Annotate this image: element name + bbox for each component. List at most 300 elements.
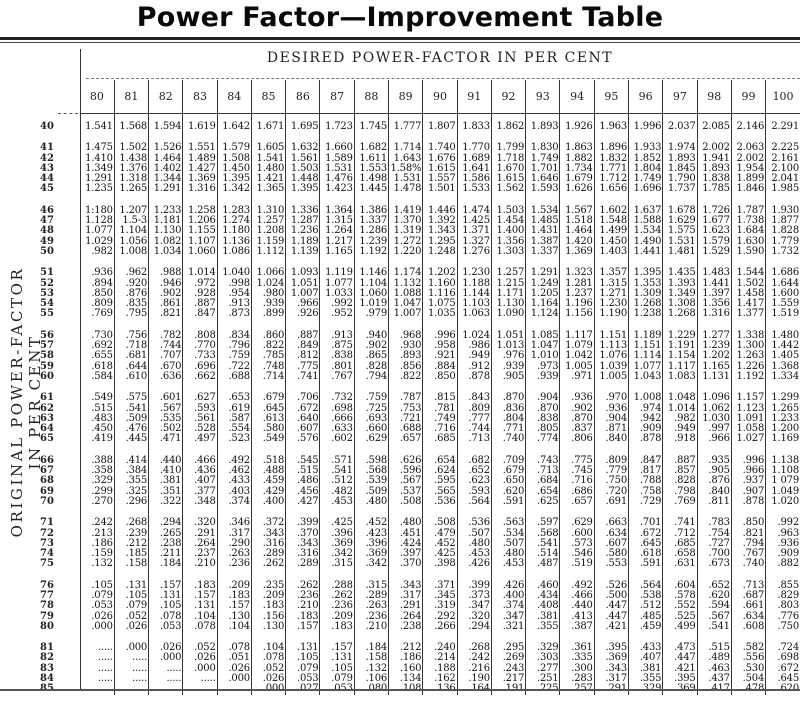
- table-cell: .698: [320, 404, 354, 414]
- table-cell: 1.180: [217, 226, 251, 236]
- table-cell: .500: [594, 591, 628, 601]
- table-cell: .672: [766, 664, 800, 674]
- table-cell: .342: [354, 559, 388, 569]
- table-cell: .688: [389, 424, 423, 434]
- table-cell: .662: [183, 372, 217, 382]
- table-cell: .445: [114, 434, 148, 444]
- table-cell: 1.605: [251, 143, 285, 153]
- table-cell: 1.503: [286, 164, 320, 174]
- table-cell: 1.830: [526, 143, 560, 153]
- table-cell: .078: [183, 622, 217, 632]
- column-header-95: 95: [594, 80, 628, 114]
- table-cell: 1.217: [320, 237, 354, 247]
- column-header-80: 80: [80, 80, 114, 114]
- table-cell: 1.005: [594, 372, 628, 382]
- table-cell: 1.107: [183, 237, 217, 247]
- table-cell: 1.088: [389, 289, 423, 299]
- table-cell: .052: [251, 664, 285, 674]
- table-cell: 1.526: [149, 143, 183, 153]
- table-cell: .186: [389, 653, 423, 663]
- table-cell: 1.233: [766, 414, 800, 424]
- table-cell: .701: [629, 518, 663, 528]
- table-cell: .712: [663, 529, 697, 539]
- table-cell: 1.337: [526, 247, 560, 257]
- table-cell: .456: [286, 487, 320, 497]
- table-cell: 1.136: [217, 237, 251, 247]
- table-cell: .459: [629, 622, 663, 632]
- table-cell: 1.632: [286, 143, 320, 153]
- table-cell: .370: [286, 529, 320, 539]
- table-row: [80, 518, 800, 528]
- table-cell: 1.013: [491, 341, 525, 351]
- table-cell: 1.475: [85, 142, 113, 154]
- table-cell: .926: [286, 309, 320, 319]
- table-cell: .079: [114, 601, 148, 611]
- table-cell: 1.726: [697, 206, 731, 216]
- table-cell: 1.051: [491, 331, 525, 341]
- table-cell: .578: [663, 591, 697, 601]
- table-cell: 1.239: [354, 237, 388, 247]
- table-cell: .966: [731, 466, 765, 476]
- table-cell: .942: [629, 414, 663, 424]
- table-cell: 1.395: [286, 184, 320, 194]
- table-cell: 1.047: [389, 299, 423, 309]
- table-cell: .546: [560, 549, 594, 559]
- table-cell: .212: [389, 643, 423, 653]
- table-cell: .440: [149, 456, 183, 466]
- table-cell: .803: [766, 601, 800, 611]
- table-cell: .552: [663, 601, 697, 611]
- table-cell: 1.862: [491, 122, 525, 132]
- table-cell: 1.169: [766, 434, 800, 444]
- table-cell: .593: [183, 404, 217, 414]
- table-cell: .966: [697, 434, 731, 444]
- table-cell: .369: [594, 653, 628, 663]
- table-cell: .541: [114, 404, 148, 414]
- table-cell: 1.421: [251, 174, 285, 184]
- table-cell: 2.085: [697, 122, 731, 132]
- table-cell: 2.002: [697, 143, 731, 153]
- table-cell: 1.804: [629, 164, 663, 174]
- table-cell: 1.701: [526, 164, 560, 174]
- table-cell: .870: [560, 414, 594, 424]
- table-cell: 1.832: [594, 154, 628, 164]
- table-cell: .480: [457, 539, 491, 549]
- table-cell: 1.295: [423, 237, 457, 247]
- table-cell: .236: [286, 591, 320, 601]
- table-cell: .829: [766, 591, 800, 601]
- table-cell: .268: [457, 643, 491, 653]
- table-cell: .212: [114, 539, 148, 549]
- table-cell: .236: [320, 601, 354, 611]
- table-cell: .865: [354, 351, 388, 361]
- table-cell: .342: [320, 549, 354, 559]
- table-row: [80, 497, 800, 507]
- table-cell: .466: [560, 591, 594, 601]
- table-cell: 1.423: [320, 184, 354, 194]
- table-cell: .183: [286, 612, 320, 622]
- table-cell: 1.553: [354, 164, 388, 174]
- table-cell: .316: [286, 549, 320, 559]
- table-cell: .132: [91, 558, 113, 570]
- table-cell: .679: [251, 393, 285, 403]
- table-cell: .988: [149, 268, 183, 278]
- table-cell: .798: [663, 487, 697, 497]
- table-cell: 1.498: [354, 174, 388, 184]
- table-cell: 1.458: [731, 289, 765, 299]
- table-cell: 1.083: [663, 372, 697, 382]
- table-cell: 1.248: [423, 247, 457, 257]
- original-pf-label-74: 74: [40, 548, 54, 560]
- table-cell: 1.996: [629, 122, 663, 132]
- table-cell: .939: [526, 372, 560, 382]
- table-cell: .597: [526, 518, 560, 528]
- table-cell: .321: [491, 622, 525, 632]
- table-cell: .190: [457, 674, 491, 684]
- table-cell: 1.258: [183, 206, 217, 216]
- table-cell: .682: [457, 456, 491, 466]
- title-rule-thick: [0, 37, 800, 40]
- table-cell: .971: [560, 372, 594, 382]
- table-cell: .396: [320, 529, 354, 539]
- table-cell: 1.676: [423, 154, 457, 164]
- table-cell: .781: [423, 404, 457, 414]
- table-cell: .838: [526, 414, 560, 424]
- table-cell: .523: [217, 434, 251, 444]
- table-cell: .211: [149, 549, 183, 559]
- table-cell: 1.933: [629, 143, 663, 153]
- table-cell: .744: [457, 424, 491, 434]
- table-cell: .870: [526, 404, 560, 414]
- table-cell: .843: [457, 393, 491, 403]
- table-cell: 1.896: [594, 143, 628, 153]
- table-cell: .410: [149, 466, 183, 476]
- table-cell: .450: [91, 423, 113, 435]
- table-cell: .567: [697, 612, 731, 622]
- table-cell: .160: [389, 664, 423, 674]
- table-cell: .486: [286, 476, 320, 486]
- table-cell: 1.882: [560, 154, 594, 164]
- table-cell: .078: [149, 612, 183, 622]
- table-cell: .727: [697, 539, 731, 549]
- original-pf-label-82: 82: [40, 652, 54, 664]
- table-cell: 1.181: [149, 216, 183, 226]
- table-cell: .237: [183, 549, 217, 559]
- table-cell: 1.393: [663, 279, 697, 289]
- table-cell: 1.008: [114, 247, 148, 257]
- table-cell: .758: [629, 487, 663, 497]
- table-cell: .679: [491, 466, 525, 476]
- table-cell: .997: [697, 424, 731, 434]
- table-cell: 1.063: [457, 309, 491, 319]
- table-cell: .264: [389, 612, 423, 622]
- original-pf-label-80: 80: [40, 620, 54, 632]
- table-cell: .834: [217, 331, 251, 341]
- table-cell: .619: [217, 404, 251, 414]
- table-cell: 1.263: [731, 351, 765, 361]
- original-pf-label-45: 45: [40, 183, 54, 195]
- table-cell: .822: [251, 341, 285, 351]
- table-cell: 1.309: [629, 289, 663, 299]
- table-cell: .374: [217, 497, 251, 507]
- table-cell: 1.357: [594, 268, 628, 278]
- original-pf-label-52: 52: [40, 277, 54, 289]
- table-cell: .806: [560, 434, 594, 444]
- table-cell: 1.268: [629, 299, 663, 309]
- table-cell: .355: [629, 674, 663, 684]
- table-cell: 1.130: [149, 226, 183, 236]
- table-cell: 1.085: [526, 331, 560, 341]
- table-cell: .157: [286, 622, 320, 632]
- table-cell: 1.315: [594, 279, 628, 289]
- table-cell: 1.369: [560, 247, 594, 257]
- table-cell: .400: [251, 497, 285, 507]
- table-cell: 1.091: [731, 414, 765, 424]
- table-cell: .343: [594, 664, 628, 674]
- table-cell: .131: [149, 591, 183, 601]
- table-cell: .358: [91, 465, 113, 477]
- table-cell: .591: [629, 559, 663, 569]
- table-cell: 1.723: [320, 122, 354, 132]
- table-cell: .419: [91, 433, 113, 445]
- table-cell: .322: [149, 497, 183, 507]
- table-cell: 1.557: [423, 174, 457, 184]
- table-cell: .652: [457, 466, 491, 476]
- table-cell: .905: [697, 466, 731, 476]
- table-cell: .629: [354, 434, 388, 444]
- table-cell: 1.974: [663, 143, 697, 153]
- table-cell: 1.303: [491, 247, 525, 257]
- table-cell: 1.637: [629, 206, 663, 216]
- table-cell: .952: [320, 309, 354, 319]
- table-cell: 1.268: [663, 309, 697, 319]
- table-cell: 1.283: [217, 206, 251, 216]
- table-cell: .183: [320, 622, 354, 632]
- table-cell: .624: [423, 466, 457, 476]
- table-cell: .684: [526, 476, 560, 486]
- table-cell: 1.402: [149, 164, 183, 174]
- column-header-94: 94: [560, 80, 594, 114]
- table-cell: 1.079: [560, 341, 594, 351]
- table-cell: 1.034: [149, 247, 183, 257]
- table-cell: .539: [354, 476, 388, 486]
- table-cell: .....: [97, 652, 113, 664]
- original-pf-label-54: 54: [40, 298, 54, 310]
- table-cell: .795: [114, 309, 148, 319]
- table-cell: .535: [149, 414, 183, 424]
- table-cell: .949: [663, 424, 697, 434]
- table-cell: 2.037: [663, 122, 697, 132]
- table-cell: 1.257: [251, 216, 285, 226]
- table-cell: .718: [114, 341, 148, 351]
- table-cell: 1.192: [731, 372, 765, 382]
- original-pf-label-84: 84: [40, 673, 54, 685]
- table-cell: .618: [91, 360, 113, 372]
- table-cell: 1.369: [183, 174, 217, 184]
- table-cell: .756: [114, 331, 148, 341]
- table-cell: .809: [594, 456, 628, 466]
- table-cell: 1.165: [320, 247, 354, 257]
- table-cell: 1.265: [766, 404, 800, 414]
- table-cell: 1.007: [286, 289, 320, 299]
- table-cell: 1.165: [697, 362, 731, 372]
- original-pf-label-57: 57: [40, 340, 54, 352]
- table-cell: .847: [183, 309, 217, 319]
- table-cell: .104: [183, 612, 217, 622]
- table-cell: .549: [91, 392, 113, 404]
- table-cell: 1.376: [114, 164, 148, 174]
- table-cell: .451: [389, 529, 423, 539]
- table-cell: .936: [560, 393, 594, 403]
- table-cell: 1.233: [149, 206, 183, 216]
- table-cell: .262: [320, 591, 354, 601]
- table-cell: 1.206: [183, 216, 217, 226]
- table-cell: .713: [731, 581, 765, 591]
- table-cell: .381: [629, 664, 663, 674]
- table-cell: 1.344: [149, 174, 183, 184]
- table-cell: .939: [251, 299, 285, 309]
- table-cell: .673: [697, 559, 731, 569]
- table-cell: 1.356: [697, 299, 731, 309]
- table-cell: .573: [560, 539, 594, 549]
- table-cell: .904: [594, 414, 628, 424]
- table-cell: .796: [217, 341, 251, 351]
- table-cell: .263: [354, 601, 388, 611]
- table-row: [80, 372, 800, 382]
- table-cell: .634: [731, 612, 765, 622]
- table-cell: .....: [114, 674, 148, 684]
- table-cell: 1.286: [354, 226, 388, 236]
- table-cell: 1.623: [697, 226, 731, 236]
- table-cell: .242: [91, 517, 113, 529]
- table-cell: .580: [594, 549, 628, 559]
- table-cell: 1.236: [286, 226, 320, 236]
- table-cell: .812: [286, 351, 320, 361]
- table-cell: .414: [114, 456, 148, 466]
- table-cell: .713: [526, 466, 560, 476]
- table-cell: .598: [354, 456, 388, 466]
- table-cell: .300: [560, 664, 594, 674]
- table-cell: 2.161: [766, 154, 800, 164]
- table-cell: .538: [629, 591, 663, 601]
- table-cell: 1.020: [766, 497, 800, 507]
- table-cell: 1.852: [629, 154, 663, 164]
- table-cell: .657: [560, 497, 594, 507]
- table-cell: .794: [354, 372, 388, 382]
- table-cell: .968: [389, 331, 423, 341]
- original-pf-label-48: 48: [40, 225, 54, 237]
- table-cell: 1.132: [389, 279, 423, 289]
- table-cell: .374: [491, 601, 525, 611]
- table-cell: 1.371: [457, 226, 491, 236]
- table-cell: .724: [766, 643, 800, 653]
- table-cell: 1.310: [251, 206, 285, 216]
- table-cell: .000: [217, 674, 251, 684]
- table-cell: .902: [149, 289, 183, 299]
- table-cell: .937: [731, 476, 765, 486]
- table-cell: .652: [697, 581, 731, 591]
- table-cell: .980: [251, 289, 285, 299]
- table-cell: .660: [354, 424, 388, 434]
- table-cell: 1.033: [320, 289, 354, 299]
- table-cell: 1.192: [354, 247, 388, 257]
- table-cell: .398: [423, 559, 457, 569]
- table-cell: .905: [491, 372, 525, 382]
- table-cell: .878: [629, 434, 663, 444]
- table-cell: 1.075: [423, 299, 457, 309]
- table-cell: .713: [457, 434, 491, 444]
- table-cell: .909: [766, 549, 800, 559]
- table-cell: .653: [217, 393, 251, 403]
- table-cell: 1.276: [457, 247, 491, 257]
- table-cell: .236: [354, 612, 388, 622]
- table-cell: .026: [149, 643, 183, 653]
- table-cell: .355: [114, 476, 148, 486]
- table-cell: .809: [457, 404, 491, 414]
- table-cell: .296: [114, 497, 148, 507]
- table-cell: .982: [91, 245, 113, 257]
- table-cell: .263: [217, 549, 251, 559]
- table-cell: .946: [149, 279, 183, 289]
- table-cell: .563: [491, 518, 525, 528]
- table-cell: .870: [491, 393, 525, 403]
- table-cell: 1.035: [423, 309, 457, 319]
- table-cell: .777: [457, 414, 491, 424]
- table-cell: 1.386: [354, 206, 388, 216]
- table-cell: 1.131: [697, 372, 731, 382]
- table-cell: .026: [217, 664, 251, 674]
- table-cell: 1.5-3: [114, 216, 148, 226]
- table-cell: 1.112: [251, 247, 285, 257]
- table-cell: 1.171: [491, 289, 525, 299]
- original-pf-label-81: 81: [40, 642, 54, 654]
- table-cell: .130: [217, 612, 251, 622]
- table-cell: 1.588: [629, 216, 663, 226]
- table-cell: 1.438: [114, 154, 148, 164]
- table-cell: .291: [389, 601, 423, 611]
- table-cell: .268: [114, 518, 148, 528]
- table-cell: 1.353: [629, 279, 663, 289]
- table-cell: .714: [251, 372, 285, 382]
- table-cell: .534: [491, 529, 525, 539]
- table-cell: .658: [663, 549, 697, 559]
- table-cell: 1.164: [526, 299, 560, 309]
- table-cell: .....: [183, 674, 217, 684]
- table-cell: .856: [389, 362, 423, 372]
- table-cell: .571: [320, 456, 354, 466]
- table-cell: 1:180: [84, 204, 113, 216]
- table-cell: 1.336: [286, 206, 320, 216]
- table-cell: .186: [91, 537, 113, 549]
- original-pf-label-50: 50: [40, 245, 54, 257]
- table-cell: .317: [217, 529, 251, 539]
- table-cell: 1.220: [389, 247, 423, 257]
- table-cell: .452: [423, 539, 457, 549]
- table-cell: .447: [594, 601, 628, 611]
- original-pf-label-83: 83: [40, 662, 54, 674]
- table-cell: 1.387: [526, 237, 560, 247]
- table-cell: .602: [320, 434, 354, 444]
- table-cell: .530: [731, 664, 765, 674]
- table-cell: .972: [183, 279, 217, 289]
- table-cell: .654: [423, 456, 457, 466]
- original-pf-label-53: 53: [40, 287, 54, 299]
- table-cell: 1.615: [423, 164, 457, 174]
- table-cell: 1.893: [526, 122, 560, 132]
- table-cell: 1.265: [114, 184, 148, 194]
- table-cell: 1.684: [731, 226, 765, 236]
- table-cell: .729: [629, 497, 663, 507]
